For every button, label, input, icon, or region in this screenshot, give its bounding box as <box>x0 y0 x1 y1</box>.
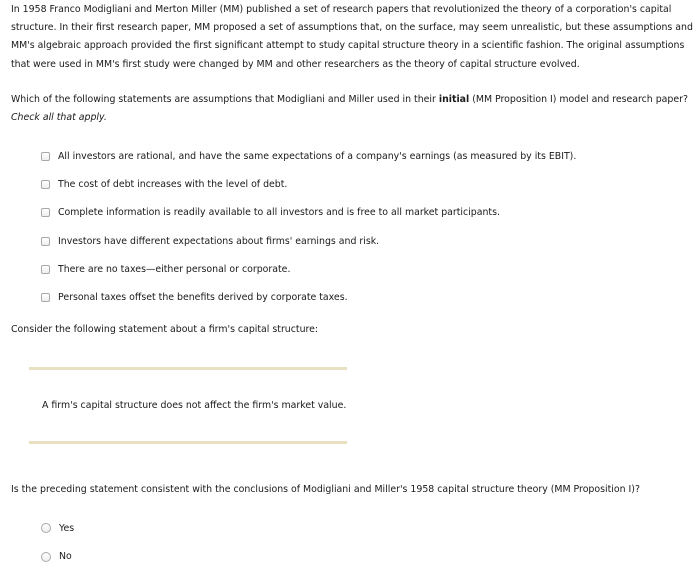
checkbox[interactable] <box>41 208 50 217</box>
question-1-prompt <box>11 91 695 127</box>
checkbox[interactable] <box>41 180 50 189</box>
option-label: The cost of debt increases with the level of debt. <box>58 179 287 190</box>
option-2[interactable] <box>41 170 681 198</box>
consider-prompt: Consider the following statement about a firm's capital structure: <box>11 324 318 335</box>
option-1[interactable] <box>41 142 681 170</box>
question-1-emphasis: initial <box>439 94 469 105</box>
checkbox[interactable] <box>41 293 50 302</box>
checkbox[interactable] <box>41 152 50 161</box>
option-label: All investors are rational, and have the same expectations of a company's earnings (as measured by its EBIT). <box>58 151 576 162</box>
intro-paragraph: In 1958 Franco Modigliani and Merton Miller (MM) published a set of research papers that revolutionized the theory of a corporation's capital structure. In their first research paper, MM proposed a set of assumptions that, on the surface, may seem unrealistic, but these assumptions and MM's algebraic approach provided the first significant attempt to study capital structure theory in a scientific fashion. The original assumptions that were used in MM's first study were changed by MM and other researchers as the theory of capital structure evolved. <box>11 1 695 74</box>
answer-options <box>41 514 74 571</box>
assumption-options <box>41 142 681 312</box>
checkbox[interactable] <box>41 265 50 274</box>
option-4[interactable] <box>41 227 681 255</box>
option-label: Investors have different expectations about firms' earnings and risk. <box>58 236 379 247</box>
statement-divider-top <box>29 367 347 370</box>
option-6[interactable] <box>41 283 681 311</box>
question-1-text-tail: (MM Proposition I) model and research paper? <box>469 94 688 105</box>
answer-no[interactable] <box>41 543 74 571</box>
radio-button[interactable] <box>41 523 51 533</box>
question-2-prompt: Is the preceding statement consistent with the conclusions of Modigliani and Miller's 1958 capital structure theory (MM Proposition I)? <box>11 484 640 495</box>
statement-divider-bottom <box>29 441 347 444</box>
option-label: There are no taxes—either personal or corporate. <box>58 264 290 275</box>
option-3[interactable] <box>41 199 681 227</box>
option-label: Personal taxes offset the benefits derived by corporate taxes. <box>58 292 348 303</box>
radio-button[interactable] <box>41 552 51 562</box>
checkbox[interactable] <box>41 237 50 246</box>
option-label: Complete information is readily available to all investors and is free to all market participants. <box>58 207 500 218</box>
answer-label: No <box>59 551 72 562</box>
answer-yes[interactable] <box>41 514 74 543</box>
statement-text: A firm's capital structure does not affect the firm's market value. <box>42 400 346 411</box>
answer-label: Yes <box>59 523 74 534</box>
question-1-instruction: Check all that apply. <box>11 112 107 123</box>
option-5[interactable] <box>41 255 681 283</box>
question-1-text: Which of the following statements are assumptions that Modigliani and Miller used in their <box>11 94 439 105</box>
